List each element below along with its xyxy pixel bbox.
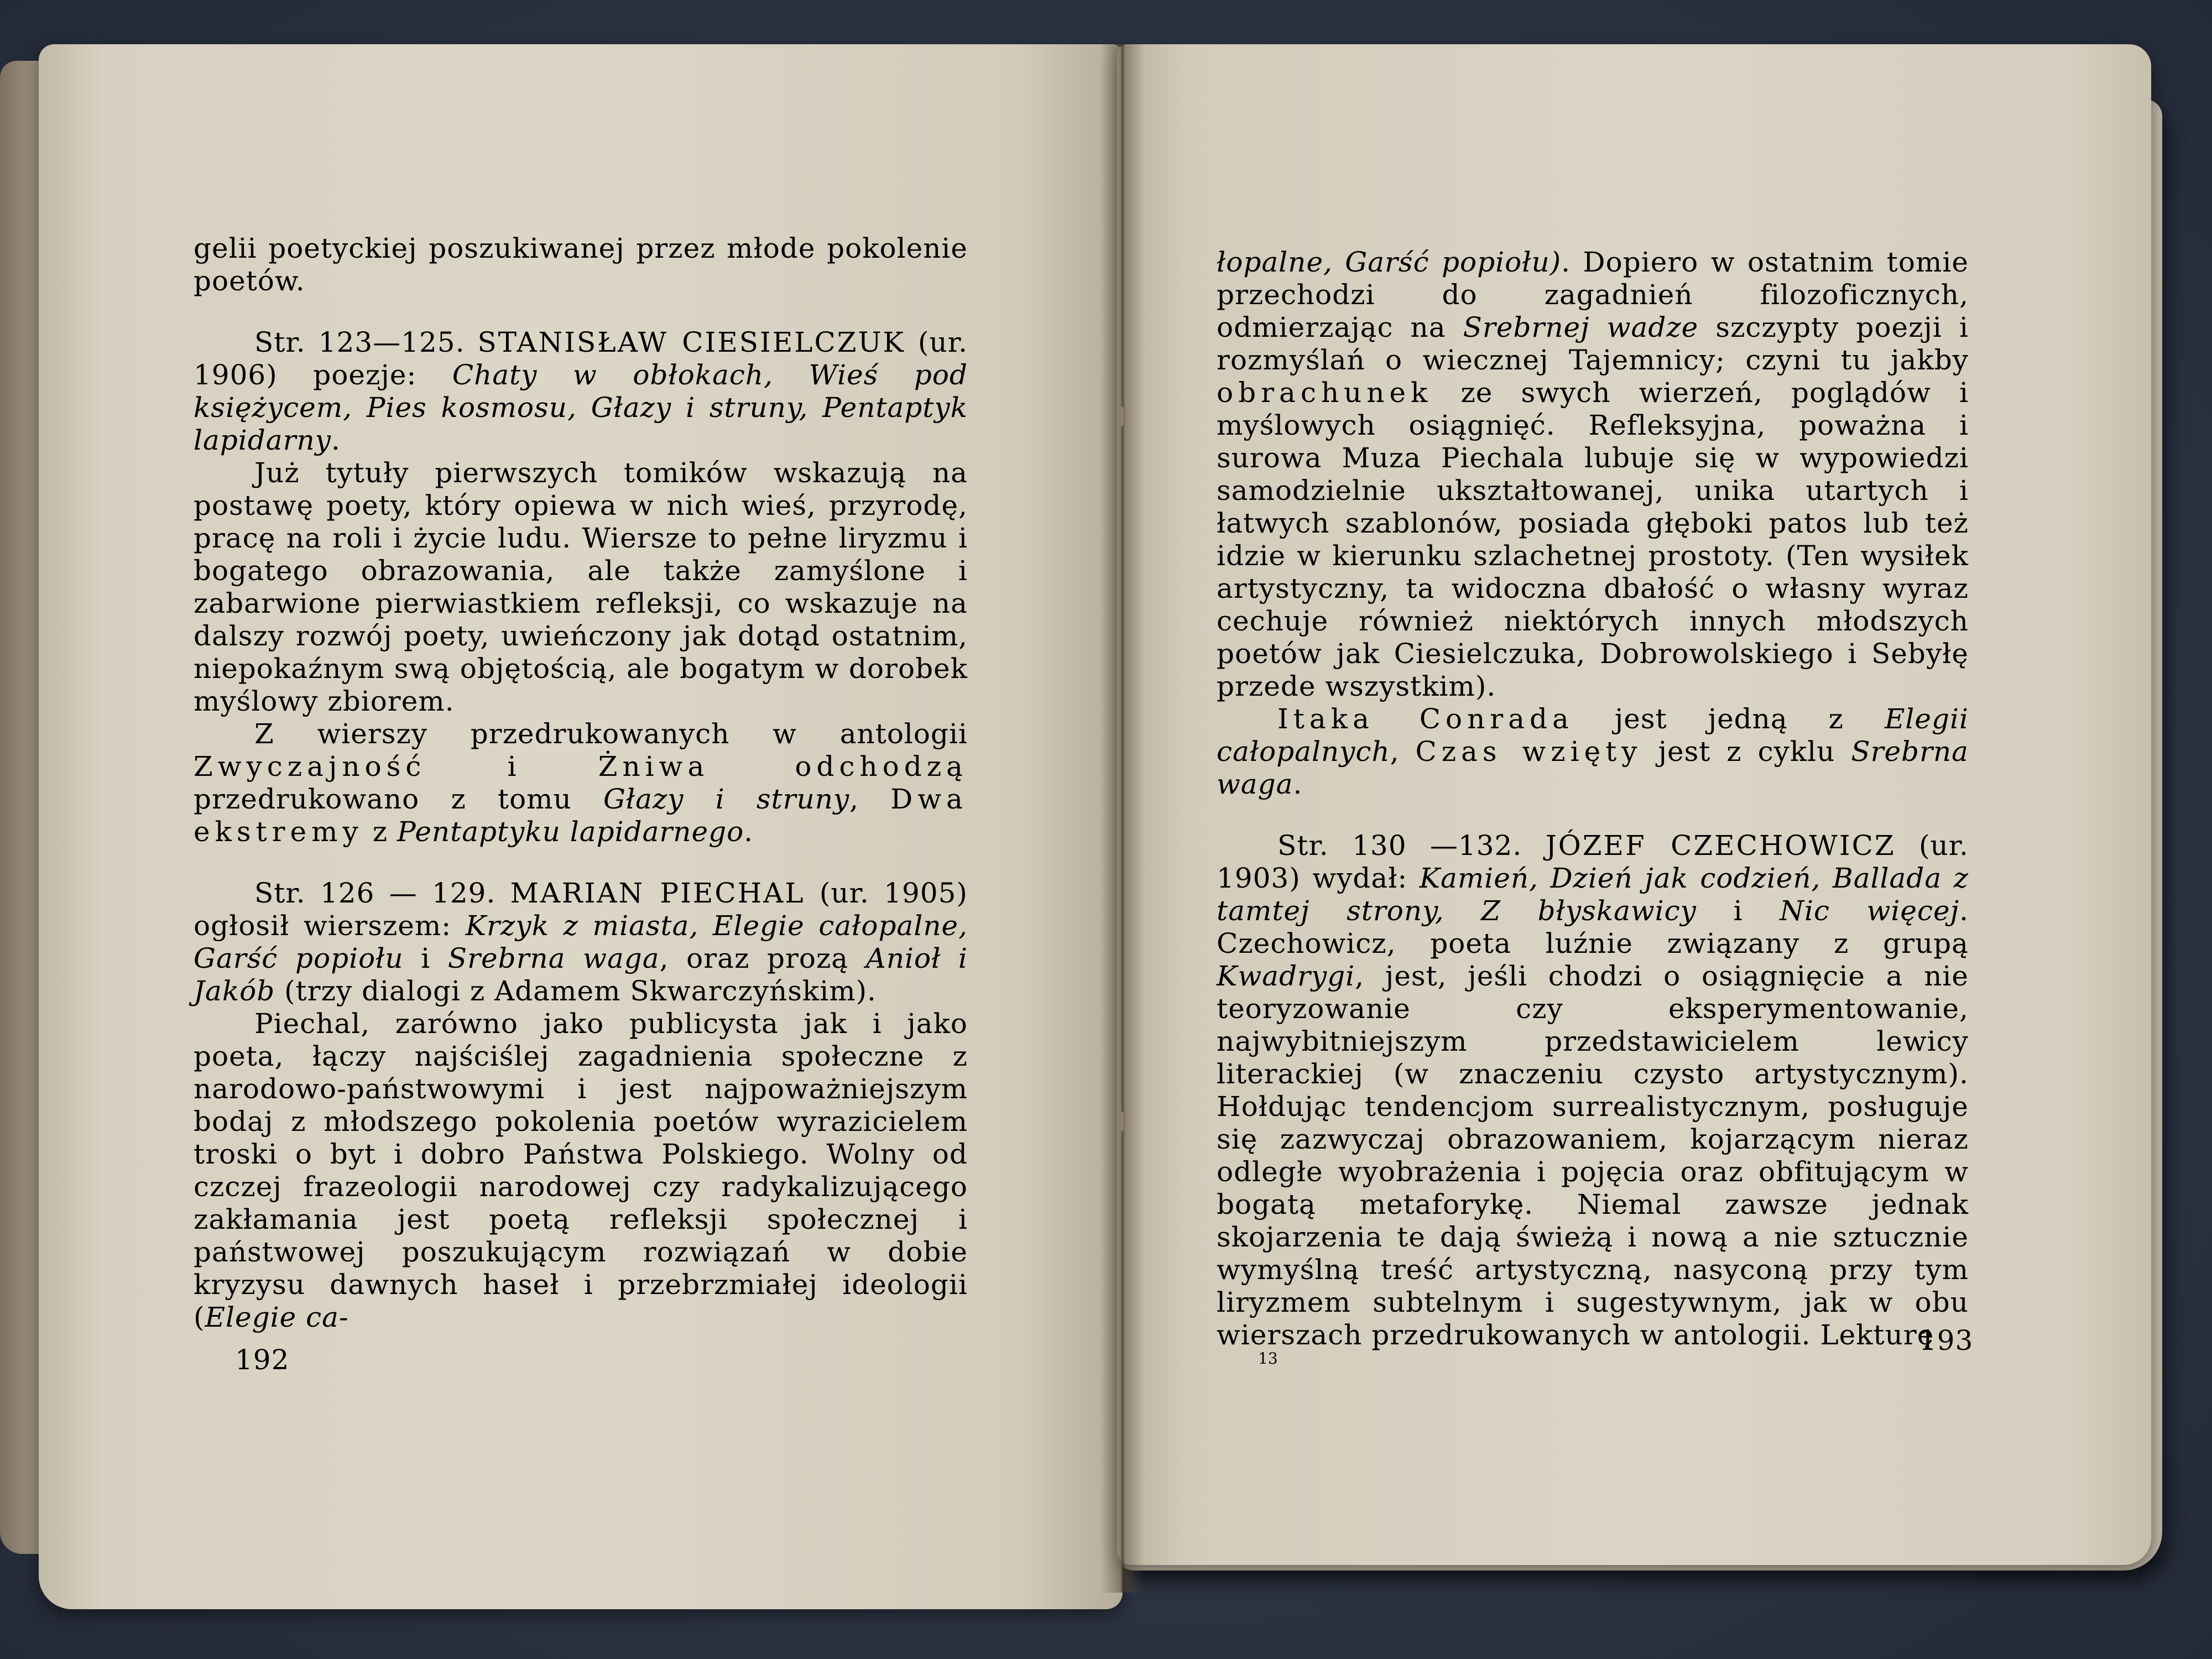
text-run: i <box>403 942 448 974</box>
text-run: Str. 123—125. <box>254 326 478 358</box>
right-page-text <box>1217 246 1969 1352</box>
text-run: gelii poetyckiej poszukiwanej przez młode pokolenie poetów. <box>194 232 968 297</box>
spaced-title: Żniwa <box>598 750 709 782</box>
text-run: . <box>331 424 341 456</box>
text-run: , oraz prozą <box>659 942 866 974</box>
page-number-right: 193 <box>1919 1324 1974 1357</box>
text-run: jest jedną z <box>1573 703 1885 735</box>
spaced-title: Zwyczajność <box>194 750 426 782</box>
spaced-title: obrachunek <box>1217 377 1433 409</box>
text-run: Już tytuły pierwszych tomików wskazują na postawę poety, który opiewa w nich wieś, przyrodę, pracę na roli i życie ludu. Wiersze to pełne liryzmu i bogatego obrazowania, ale także zamyślone i zabarwione pierwiastkiem refleksji, co wskazuje na dalszy rozwój poety, uwieńczony jak dotąd ostatnim, niepokaźnym swą objętością, ale bogatym w dorobek myślowy zbiorem. <box>194 457 968 717</box>
text-run: i <box>426 750 598 782</box>
text-run: (trzy dialogi z Adamem Skwarczyńskim). <box>275 975 877 1007</box>
paragraph <box>194 457 968 718</box>
text-run: . Dopiero w ostatnim tomie przechodzi do zagadnień filozoficznych, odmierzając na <box>1217 246 1969 343</box>
italic-title: Kwadrygi <box>1217 960 1355 992</box>
author-name: STANISŁAW CIESIELCZUK <box>477 326 905 358</box>
italic-title: Głazy i struny <box>603 783 850 815</box>
text-run: , jest, jeśli chodzi o osiągnięcie a nie teoryzowanie czy eksperymentowanie, najwybitniejszym przedstawicielem lewicy literackiej (w znaczeniu czysto artystycznym). Hołdując tendencjom surrealistycznym, posługuje się zazwyczaj obrazowaniem, kojarzącym nieraz odległe wyobrażenia i pojęcia oraz obfitującym w bogatą metaforykę. Niemal zawsze jednak skojarzenia te dają świeżą i nową a nie sztucznie wymyślną treść artystyczną, nasyconą przy tym liryzmem subtelnym i sugestywnym, jak w obu wierszach przedrukowanych w antologii. Lekturę <box>1217 960 1969 1351</box>
italic-title: Anioł i Jakób <box>194 942 968 1007</box>
author-name: JÓZEF CZECHOWICZ <box>1545 830 1896 862</box>
text-run: (ur. 1903) wydał: <box>1217 830 1969 894</box>
italic-title: Krzyk z miasta, Elegie całopalne, Garść popiołu <box>194 910 968 974</box>
italic-title: Srebrnej wadze <box>1463 311 1699 343</box>
italic-title: Srebrna waga <box>1217 735 1969 800</box>
paragraph <box>194 1008 968 1334</box>
binding-stitch <box>1118 1112 1124 1131</box>
binding-stitch <box>1118 406 1124 426</box>
author-name: MARIAN PIECHAL <box>510 877 805 909</box>
text-run: Piechal, zarówno jako publicysta jak i jako poeta, łączy najściślej zagadnienia społeczne z narodowo-państwowymi i jest najpoważniejszym bodaj z młodszego pokolenia poetów wyrazicielem troski o byt i dobro Państwa Polskiego. Wolny od czczej frazeologii narodowej czy radykalizującego zakłamania jest poetą refleksji społecznej i państwowej poszukującym rozwiązań w dobie kryzysu dawnych haseł i przebrzmiałej ideologii ( <box>194 1008 968 1333</box>
text-run: Str. 130 —132. <box>1277 830 1546 862</box>
italic-title: Elegie ca- <box>205 1301 349 1333</box>
text-run: ze swych wierzeń, poglądów i myślowych osiągnięć. Refleksyjna, poważna i surowa Muza Piechala lubuje się w wypowiedzi samodzielnie ukształtowanej, unika utartych i łatwych szablonów, posiada głęboki patos lub też idzie w kierunku szlachetnej prostoty. (Ten wysiłek artystyczny, ta widoczna dbałość o własny wyraz cechuje również niektórych innych młodszych poetów jak Ciesielczuka, Dobrowolskiego i Sebyłę przede wszystkim). <box>1217 377 1969 702</box>
text-run: . Czechowicz, poeta luźnie związany z grupą <box>1217 895 1969 959</box>
spaced-title: odchodzą <box>709 750 968 782</box>
text-run: Str. 126 — 129. <box>254 877 510 909</box>
spaced-title: Czas wzięty <box>1415 735 1642 768</box>
book-gutter <box>1100 44 1145 1593</box>
paragraph <box>1217 703 1969 801</box>
paragraph <box>194 877 968 1008</box>
text-run: , <box>1390 735 1416 768</box>
text-run: szczypty poezji i rozmyślań o wiecznej Tajemnicy; czyni tu jakby <box>1217 311 1969 376</box>
page-number-left: 192 <box>235 1344 290 1376</box>
text-run: i <box>1696 895 1780 927</box>
italic-title: Srebrna waga <box>447 942 660 974</box>
spaced-title: Dwa ekstremy <box>194 783 968 848</box>
paragraph <box>194 232 968 298</box>
signature-mark: 13 <box>1258 1349 1278 1368</box>
italic-title: Elegii całopalnych <box>1217 703 1969 768</box>
paragraph <box>1217 830 1969 1352</box>
italic-title: Kamień, Dzień jak codzień, Ballada z tamtej strony, Z błyskawicy <box>1217 862 1969 927</box>
italic-title: Nic więcej <box>1780 895 1960 927</box>
text-run: z <box>363 816 397 848</box>
italic-title: Chaty w obłokach, Wieś pod księżycem, Pies kosmosu, Głazy i struny, Pentaptyk lapidarny <box>194 359 968 456</box>
text-run: jest z cyklu <box>1642 735 1851 768</box>
text-run: (ur. 1906) poezje: <box>194 326 968 391</box>
text-run: Z wierszy przedrukowanych w antologii <box>254 718 968 750</box>
paragraph <box>194 326 968 457</box>
left-page-text <box>194 232 968 1334</box>
spaced-title: Itaka Conrada <box>1277 703 1574 735</box>
text-run: , <box>849 783 891 815</box>
text-run: . <box>1293 768 1303 800</box>
paragraph <box>194 718 968 848</box>
paragraph <box>1217 246 1969 703</box>
italic-title: łopalne, Garść popiołu) <box>1217 246 1562 278</box>
text-run: (ur. 1905) ogłosił wierszem: <box>194 877 968 942</box>
text-run: przedrukowano z tomu <box>194 783 603 815</box>
text-run: . <box>744 816 754 848</box>
italic-title: Pentaptyku lapidarnego <box>397 816 744 848</box>
